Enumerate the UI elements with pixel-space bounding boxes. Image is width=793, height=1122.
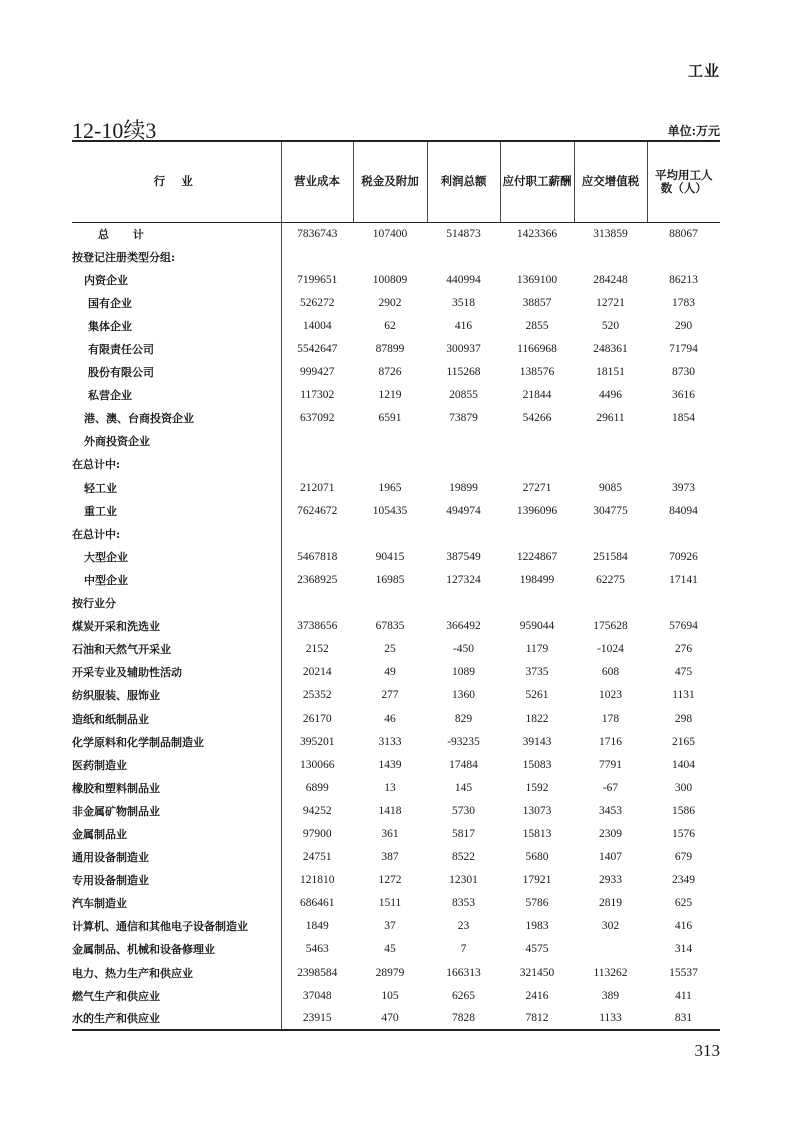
cell-value: 7812 — [500, 1007, 574, 1030]
cell-value: 686461 — [300, 897, 335, 910]
cell-value: 16985 — [375, 573, 405, 586]
row-label: 在总计中: — [72, 522, 281, 545]
cell-value: 1166968 — [517, 343, 557, 356]
row-label: 按行业分 — [72, 592, 281, 615]
cell-value: 62 — [384, 319, 396, 332]
cell-value: 71794 — [669, 343, 698, 356]
cell-value: 5730 — [452, 804, 475, 817]
cell-value — [574, 453, 647, 476]
table-row — [72, 522, 720, 545]
cell-value: 178 — [601, 712, 620, 725]
cell-value — [281, 245, 353, 268]
cell-value: -93235 — [447, 735, 480, 748]
row-label: 港、澳、台商投资企业 — [72, 407, 281, 430]
cell-value: 7828 — [427, 1007, 500, 1030]
cell-value: 3738656 — [297, 620, 338, 633]
table-row — [72, 684, 720, 707]
cell-value: 1983 — [525, 920, 549, 933]
cell-value: 117302 — [300, 389, 335, 402]
cell-value: 1404 — [672, 758, 695, 771]
cell-value: 54266 — [522, 412, 552, 425]
row-label: 外商投资企业 — [72, 430, 281, 453]
cell-value: 25352 — [302, 689, 332, 702]
table-row — [72, 915, 720, 938]
row-label: 股份有限公司 — [72, 361, 281, 384]
cell-value: 20855 — [449, 389, 478, 402]
table-row — [72, 984, 720, 1007]
column-header-operating-cost: 营业成本 — [281, 141, 353, 222]
row-label: 大型企业 — [72, 545, 281, 568]
row-label: 煤炭开采和洗选业 — [72, 615, 281, 638]
cell-value: 8726 — [378, 366, 402, 379]
table-row — [72, 430, 720, 453]
cell-value — [427, 453, 500, 476]
cell-value: 86213 — [669, 273, 698, 286]
cell-value: 5467818 — [297, 550, 338, 563]
cell-value: 24751 — [302, 851, 332, 864]
cell-value: 959044 — [519, 620, 555, 633]
cell-value: 1407 — [599, 851, 622, 864]
cell-value: 37 — [384, 920, 396, 933]
cell-value: 7 — [460, 943, 467, 956]
table-row — [72, 707, 720, 730]
cell-value — [574, 938, 647, 961]
cell-value — [353, 430, 427, 453]
cell-value: 3518 — [452, 296, 475, 309]
cell-value: 17921 — [522, 874, 552, 887]
cell-value: 3616 — [672, 389, 695, 402]
cell-value: 145 — [454, 781, 473, 794]
cell-value: 1586 — [672, 804, 695, 817]
cell-value: 21844 — [522, 389, 552, 402]
cell-value: 17141 — [669, 573, 698, 586]
row-label: 总 计 — [72, 222, 281, 245]
cell-value — [574, 430, 647, 453]
cell-value: 175628 — [593, 620, 628, 633]
cell-value: 2819 — [599, 897, 622, 910]
row-label: 集体企业 — [72, 314, 281, 337]
row-label: 在总计中: — [72, 453, 281, 476]
cell-value: 440994 — [446, 273, 481, 286]
cell-value — [647, 453, 720, 476]
cell-value: 1179 — [525, 643, 549, 656]
cell-value: 416 — [674, 920, 693, 933]
cell-value — [574, 522, 647, 545]
cell-value: 1396096 — [516, 504, 558, 517]
column-header-taxes-surcharges: 税金及附加 — [353, 141, 427, 222]
cell-value: 277 — [381, 689, 399, 702]
cell-value: 300937 — [446, 343, 481, 356]
cell-value — [353, 522, 427, 545]
cell-value: 115268 — [446, 366, 481, 379]
row-label: 金属制品、机械和设备修理业 — [72, 938, 281, 961]
column-header-total-profit: 利润总额 — [427, 141, 500, 222]
table-row — [72, 407, 720, 430]
cell-value: 127324 — [446, 573, 481, 586]
cell-value: 290 — [674, 319, 693, 332]
header-row — [72, 141, 720, 222]
cell-value: 7836743 — [297, 227, 338, 240]
cell-value: 3453 — [599, 804, 622, 817]
cell-value: 1423366 — [516, 227, 558, 240]
cell-value: 13 — [384, 781, 396, 794]
cell-value: 514873 — [446, 227, 481, 240]
cell-value: 23915 — [281, 1007, 353, 1030]
row-label: 专用设备制造业 — [72, 869, 281, 892]
cell-value: 138576 — [519, 366, 555, 379]
row-label: 纺织服装、服饰业 — [72, 684, 281, 707]
cell-value: 4575 — [525, 943, 549, 956]
row-label: 私营企业 — [72, 384, 281, 407]
table-row — [72, 384, 720, 407]
cell-value: 625 — [674, 897, 693, 910]
cell-value — [281, 522, 353, 545]
cell-value — [647, 522, 720, 545]
unit-label: 单位:万元 — [667, 124, 720, 138]
table-body — [72, 222, 720, 1030]
cell-value: 302 — [601, 920, 620, 933]
cell-value: 39143 — [522, 735, 552, 748]
cell-value — [647, 430, 720, 453]
cell-value: 2368925 — [297, 573, 338, 586]
cell-value: 831 — [647, 1007, 720, 1030]
cell-value: 313859 — [593, 227, 628, 240]
row-label: 水的生产和供应业 — [72, 1007, 281, 1030]
cell-value: 2398584 — [297, 966, 338, 979]
cell-value: 2855 — [525, 319, 549, 332]
cell-value: 7199651 — [297, 273, 338, 286]
cell-value: 298 — [674, 712, 693, 725]
cell-value: 100809 — [372, 273, 408, 286]
cell-value: 49 — [384, 666, 396, 679]
cell-value: 411 — [675, 989, 692, 1002]
cell-value — [427, 592, 500, 615]
column-header-payroll-payable: 应付职工薪酬 — [500, 141, 574, 222]
cell-value: 1219 — [378, 389, 402, 402]
cell-value: 395201 — [300, 735, 335, 748]
table-row — [72, 222, 720, 245]
table-row — [72, 938, 720, 961]
row-label: 轻工业 — [72, 476, 281, 499]
cell-value: 1224867 — [516, 550, 558, 563]
cell-value: 1592 — [525, 781, 549, 794]
cell-value: 57694 — [669, 620, 698, 633]
cell-value — [281, 592, 353, 615]
row-label: 非金属矿物制品业 — [72, 799, 281, 822]
cell-value: 1511 — [378, 897, 402, 910]
cell-value: 84094 — [669, 504, 698, 517]
cell-value: 520 — [601, 319, 620, 332]
cell-value: 90415 — [375, 550, 405, 563]
cell-value — [500, 245, 574, 268]
cell-value: 2349 — [672, 874, 695, 887]
cell-value: 12721 — [596, 296, 625, 309]
cell-value: 1849 — [305, 920, 329, 933]
cell-value — [500, 592, 574, 615]
cell-value: 248361 — [593, 343, 628, 356]
cell-value: 46 — [384, 712, 396, 725]
table-row — [72, 846, 720, 869]
row-label: 内资企业 — [72, 268, 281, 291]
table-row — [72, 661, 720, 684]
cell-value: 608 — [601, 666, 620, 679]
table-row — [72, 892, 720, 915]
cell-value: 107400 — [372, 227, 408, 240]
cell-value: 6591 — [378, 412, 402, 425]
column-header-vat-payable: 应交增值税 — [574, 141, 647, 222]
row-label: 计算机、通信和其他电子设备制造业 — [72, 915, 281, 938]
cell-value: 28979 — [375, 966, 405, 979]
row-label: 重工业 — [72, 499, 281, 522]
cell-value: 321450 — [519, 966, 555, 979]
cell-value: 45 — [384, 943, 396, 956]
row-label: 通用设备制造业 — [72, 846, 281, 869]
cell-value: 1418 — [378, 804, 402, 817]
table-row — [72, 799, 720, 822]
cell-value: 26170 — [302, 712, 332, 725]
cell-value: 105435 — [372, 504, 408, 517]
cell-value: 1965 — [378, 481, 402, 494]
row-label: 电力、热力生产和供应业 — [72, 961, 281, 984]
table-row — [72, 268, 720, 291]
cell-value: 7624672 — [297, 504, 338, 517]
table-row — [72, 476, 720, 499]
cell-value: 70926 — [669, 550, 698, 563]
cell-value: 1131 — [672, 689, 695, 702]
cell-value — [281, 430, 353, 453]
cell-value — [647, 245, 720, 268]
cell-value: 166313 — [446, 966, 481, 979]
column-header-avg-employees: 平均用工人数（人） — [647, 141, 720, 222]
cell-value: 38857 — [522, 296, 552, 309]
cell-value — [647, 592, 720, 615]
cell-value: 475 — [674, 666, 693, 679]
cell-value: 304775 — [593, 504, 628, 517]
table-row — [72, 545, 720, 568]
table-row — [72, 568, 720, 591]
cell-value: 1272 — [378, 874, 402, 887]
cell-value: 8522 — [452, 851, 475, 864]
cell-value: 1089 — [452, 666, 475, 679]
cell-value: 494974 — [446, 504, 481, 517]
cell-value: 17484 — [449, 758, 478, 771]
cell-value: 62275 — [596, 573, 625, 586]
table-row — [72, 361, 720, 384]
cell-value: 15813 — [522, 827, 552, 840]
table-row — [72, 961, 720, 984]
cell-value: 121810 — [300, 874, 335, 887]
cell-value — [574, 245, 647, 268]
cell-value: 284248 — [593, 273, 628, 286]
table-row — [72, 245, 720, 268]
cell-value: 7791 — [599, 758, 622, 771]
cell-value — [353, 245, 427, 268]
cell-value: 366492 — [446, 620, 481, 633]
cell-value: 130066 — [300, 758, 335, 771]
cell-value — [500, 522, 574, 545]
table-row — [72, 499, 720, 522]
table-row — [72, 869, 720, 892]
cell-value: -1024 — [597, 643, 624, 656]
cell-value: 87899 — [375, 343, 405, 356]
table-row — [72, 753, 720, 776]
cell-value: 29611 — [596, 412, 625, 425]
cell-value: 1369100 — [516, 273, 558, 286]
cell-value: 829 — [454, 712, 473, 725]
cell-value: 97900 — [302, 827, 332, 840]
cell-value: 416 — [454, 319, 473, 332]
cell-value: 8353 — [452, 897, 475, 910]
table-row — [72, 638, 720, 661]
table-row — [72, 776, 720, 799]
cell-value: 5786 — [525, 897, 549, 910]
table-row — [72, 730, 720, 753]
cell-value: 15537 — [669, 966, 698, 979]
cell-value: 67835 — [375, 620, 405, 633]
cell-value: 5542647 — [297, 343, 338, 356]
cell-value: 4496 — [599, 389, 622, 402]
cell-value: 5817 — [452, 827, 475, 840]
cell-value: 679 — [674, 851, 693, 864]
row-label: 中型企业 — [72, 568, 281, 591]
cell-value: 389 — [601, 989, 620, 1002]
cell-value — [574, 592, 647, 615]
cell-value: 2309 — [599, 827, 622, 840]
cell-value: 5680 — [525, 851, 549, 864]
column-header-industry: 行 业 — [72, 141, 281, 222]
cell-value: 5261 — [525, 689, 549, 702]
row-label: 造纸和纸制品业 — [72, 707, 281, 730]
cell-value: 387549 — [446, 550, 481, 563]
cell-value: 251584 — [593, 550, 628, 563]
cell-value: 999427 — [300, 366, 335, 379]
table-row — [72, 453, 720, 476]
row-label: 化学原料和化学制品制造业 — [72, 730, 281, 753]
cell-value: 20214 — [302, 666, 332, 679]
cell-value — [353, 592, 427, 615]
row-label: 国有企业 — [72, 291, 281, 314]
cell-value: 94252 — [302, 804, 332, 817]
cell-value: 37048 — [302, 989, 332, 1002]
row-label: 橡胶和塑料制品业 — [72, 776, 281, 799]
cell-value: 387 — [381, 851, 399, 864]
row-label: 石油和天然气开采业 — [72, 638, 281, 661]
cell-value: 3973 — [672, 481, 695, 494]
page-number: 313 — [694, 1041, 720, 1060]
cell-value: 88067 — [669, 227, 698, 240]
table-row — [72, 337, 720, 360]
cell-value: 19899 — [449, 481, 478, 494]
cell-value: 1360 — [452, 689, 475, 702]
table-row — [72, 615, 720, 638]
cell-value: 5463 — [305, 943, 329, 956]
cell-value: 27271 — [522, 481, 552, 494]
cell-value: 8730 — [672, 366, 695, 379]
cell-value: 2933 — [599, 874, 622, 887]
cell-value: 470 — [353, 1007, 427, 1030]
cell-value: 1716 — [599, 735, 622, 748]
cell-value: 9085 — [599, 481, 622, 494]
cell-value — [427, 245, 500, 268]
cell-value: 1576 — [672, 827, 695, 840]
cell-value: 1439 — [378, 758, 402, 771]
cell-value — [500, 430, 574, 453]
cell-value: 14004 — [302, 319, 332, 332]
cell-value: 300 — [674, 781, 693, 794]
cell-value — [427, 430, 500, 453]
cell-value: 18151 — [596, 366, 625, 379]
cell-value: 198499 — [519, 573, 555, 586]
cell-value — [281, 453, 353, 476]
row-label: 开采专业及辅助性活动 — [72, 661, 281, 684]
cell-value: 13073 — [522, 804, 552, 817]
cell-value — [500, 453, 574, 476]
cell-value: 6265 — [452, 989, 475, 1002]
section-label: 工业 — [687, 62, 720, 80]
cell-value: 3133 — [378, 735, 402, 748]
cell-value: 2165 — [672, 735, 695, 748]
cell-value: 212071 — [300, 481, 335, 494]
cell-value: 2416 — [525, 989, 549, 1002]
cell-value: 276 — [674, 643, 693, 656]
cell-value — [353, 453, 427, 476]
row-label: 汽车制造业 — [72, 892, 281, 915]
cell-value: -450 — [452, 643, 475, 656]
row-label: 金属制品业 — [72, 822, 281, 845]
table-row — [72, 291, 720, 314]
cell-value: 1783 — [672, 296, 695, 309]
row-label: 燃气生产和供应业 — [72, 984, 281, 1007]
cell-value: 25 — [384, 643, 396, 656]
table-row — [72, 592, 720, 615]
cell-value: 15083 — [522, 758, 552, 771]
cell-value: 23 — [457, 920, 470, 933]
cell-value: 113262 — [593, 966, 628, 979]
cell-value: 6899 — [305, 781, 329, 794]
cell-value — [427, 522, 500, 545]
cell-value: 1023 — [599, 689, 622, 702]
cell-value: 12301 — [449, 874, 478, 887]
cell-value: 2152 — [305, 643, 329, 656]
cell-value: 526272 — [300, 296, 335, 309]
table-row — [72, 822, 720, 845]
cell-value: 73879 — [449, 412, 478, 425]
cell-value: 1854 — [672, 412, 695, 425]
cell-value: 361 — [381, 827, 399, 840]
cell-value: 637092 — [300, 412, 335, 425]
cell-value: 105 — [381, 989, 399, 1002]
data-table — [72, 140, 720, 1031]
table-row — [72, 1007, 720, 1030]
cell-value: -67 — [602, 781, 619, 794]
cell-value: 1822 — [525, 712, 549, 725]
cell-value: 2902 — [378, 296, 402, 309]
row-label: 按登记注册类型分组: — [72, 245, 281, 268]
cell-value: 314 — [674, 943, 693, 956]
row-label: 有限责任公司 — [72, 337, 281, 360]
row-label: 医药制造业 — [72, 753, 281, 776]
cell-value: 3735 — [525, 666, 549, 679]
table-row — [72, 314, 720, 337]
cell-value: 1133 — [574, 1007, 647, 1030]
table-title: 12-10续3 — [72, 118, 157, 143]
